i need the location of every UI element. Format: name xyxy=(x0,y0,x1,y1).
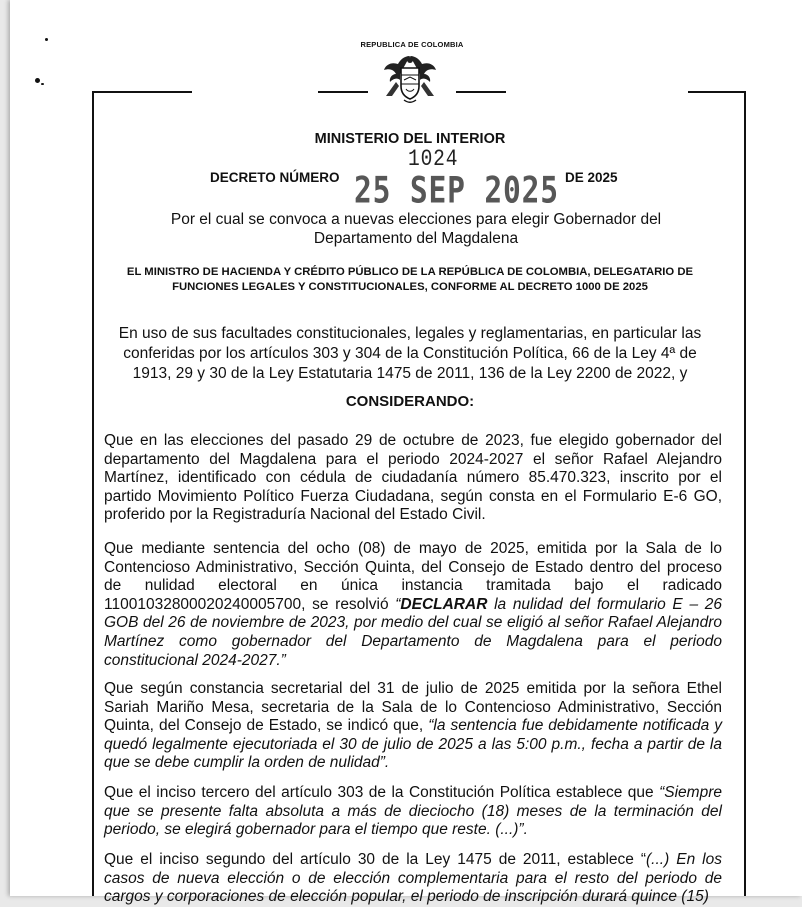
quote-mark: “ xyxy=(395,595,401,613)
coat-of-arms-icon xyxy=(382,52,438,106)
date-stamp: 25 SEP 2025 xyxy=(354,169,559,211)
decree-number: 1024 xyxy=(408,146,459,172)
considerando-paragraph-4 xyxy=(104,784,722,840)
ministry-title: MINISTERIO DEL INTERIOR xyxy=(314,131,506,147)
decree-subject: Por el cual se convoca a nuevas elecciones para elegir Gobernador del Departamento del Magdalena xyxy=(170,211,662,247)
powers-paragraph: En uso de sus facultades constitucionales, legales y reglamentarias, en particular las conferidas por los artículos 303 y 304 de la Constitución Política, 66 de la Ley 4ª de 1913, 29 y 30 de la Ley Estatutaria 1475 de 2011, 136 de la Ley 2200 de 2022, y xyxy=(118,325,702,382)
quoted-text: “Siempre que se presente falta absoluta a más de dieciocho (18) meses de la terminación del periodo, se elegirá gobernador para el tiempo que reste. (...)”. xyxy=(104,784,722,839)
paragraph-text: Que el inciso tercero del artículo 303 de la Constitución Política establece que xyxy=(104,784,660,801)
declare-keyword: DECLARAR xyxy=(400,595,488,613)
quoted-text: (...) En los casos de nueva elección o de elección complementaria para el resto del periodo de cargos y corporaciones de elección popular, el periodo de inscripción durará quince (15) xyxy=(104,851,722,906)
considerando-paragraph-5 xyxy=(104,851,722,907)
paragraph-text: Que según constancia secretarial del 31 de julio de 2025 emitida por la señora Ethel Sariah Mariño Mesa, secretaria de la Sala de lo Contencioso Administrativo, Sección Quinta, del Consejo de Estado, se indicó que, xyxy=(104,680,722,735)
paragraph-text: Que el inciso segundo del artículo 30 de la Ley 1475 de 2011, establece “ xyxy=(104,851,647,868)
considering-heading: CONSIDERANDO: xyxy=(345,393,475,410)
quoted-text: “la sentencia fue debidamente notificada y quedó legalmente ejecutoriada el 30 de julio de 2025 a las 5:00 p.m., fecha a partir de la que se debe cumplir la orden de nulidad”. xyxy=(104,717,722,772)
frame-top-left xyxy=(94,91,192,93)
frame-top-mid-right xyxy=(456,91,506,93)
frame-left xyxy=(92,91,94,896)
paragraph-text: Que mediante sentencia del ocho (08) de mayo de 2025, emitida por la Sala de lo Contencioso Administrativo, Sección Quinta, del Consejo de Estado dentro del proceso de nulidad electoral en única instancia tramitada bajo el radicado 11001032800020240005700, se resolvió xyxy=(104,540,722,613)
scan-speck xyxy=(35,78,40,83)
quoted-text: la nulidad del formulario E – 26 GOB del 26 de noviembre de 2023, por medio del cual se eligió al señor Rafael Alejandro Martínez como gobernador del Departamento de Magdalena para el periodo constitucional 2024-2027.” xyxy=(104,595,722,669)
considerando-paragraph-2 xyxy=(104,540,722,670)
decree-label: DECRETO NÚMERO xyxy=(210,170,340,185)
frame-top-mid-left xyxy=(318,91,368,93)
document-page xyxy=(10,0,802,906)
frame-top-right xyxy=(688,91,746,93)
country-header: REPUBLICA DE COLOMBIA xyxy=(360,40,464,49)
decree-year: DE 2025 xyxy=(565,170,618,185)
minister-title: EL MINISTRO DE HACIENDA Y CRÉDITO PÚBLICO DE LA REPÚBLICA DE COLOMBIA, DELEGATARIO DE FUNCIONES LEGALES Y CONSTITUCIONALES, CONFORME AL DECRETO 1000 DE 2025 xyxy=(126,266,694,293)
scan-speck xyxy=(45,38,48,41)
considerando-paragraph-3 xyxy=(104,680,722,773)
considerando-paragraph-1: Que en las elecciones del pasado 29 de octubre de 2023, fue elegido gobernador del departamento del Magdalena para el periodo 2024-2027 el señor Rafael Alejandro Martínez, identificado con cédula de ciudadanía número 85.470.323, inscrito por el partido Movimiento Político Fuerza Ciudadana, según consta en el Formulario E-6 GO, proferido por la Registraduría Nacional del Estado Civil. xyxy=(104,432,722,524)
scan-speck xyxy=(41,83,44,85)
frame-right xyxy=(744,91,746,896)
